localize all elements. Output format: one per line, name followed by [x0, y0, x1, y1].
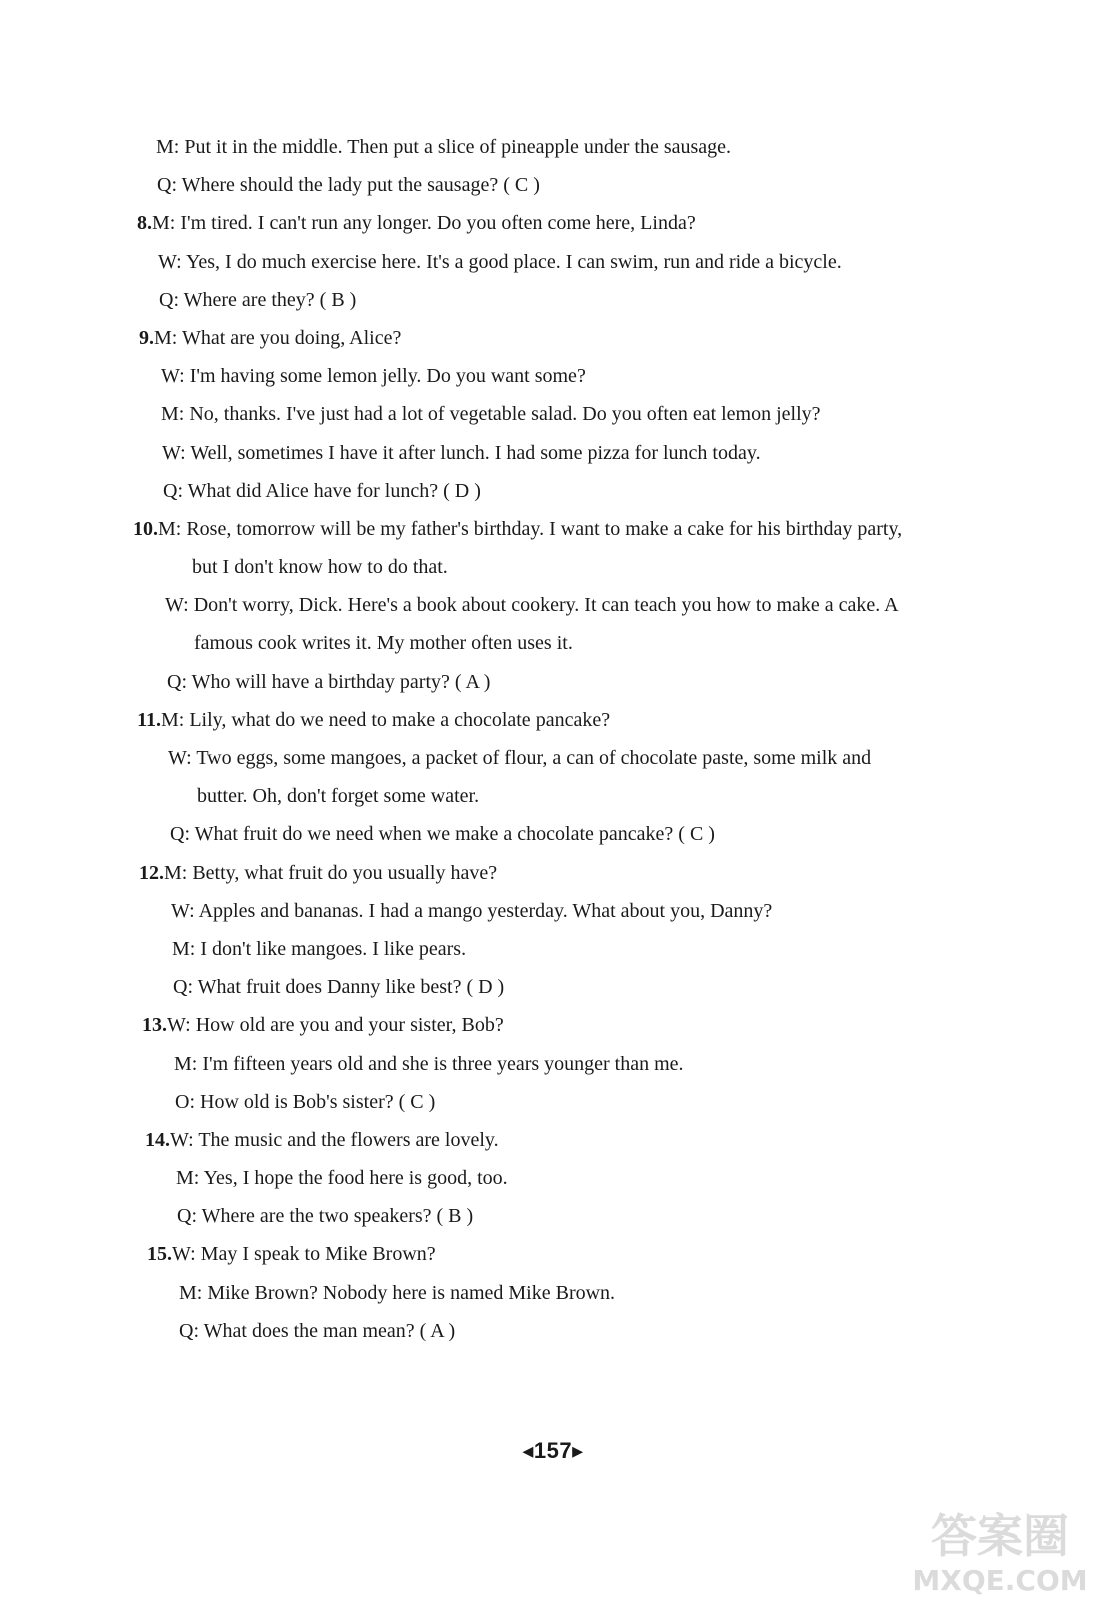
dialogue-line — [0, 586, 1106, 624]
page-number: ◂157▸ — [522, 1438, 584, 1463]
dialogue-line — [0, 1121, 1106, 1159]
dialogue-text: W: Well, sometimes I have it after lunch. I had some pizza for lunch today. — [162, 441, 761, 464]
dialogue-line — [0, 395, 1106, 433]
watermark-bottom-text: MXQE.COM — [912, 1564, 1088, 1596]
dialogue-text: Q: Who will have a birthday party? ( A ) — [167, 670, 491, 693]
dialogue-text: Q: What did Alice have for lunch? ( D ) — [163, 479, 481, 502]
dialogue-text: Q: Where are they? ( B ) — [159, 288, 357, 311]
watermark-top-text: 答案圈 — [931, 1509, 1069, 1563]
dialogue-line — [0, 892, 1106, 930]
question-number: 9. — [139, 326, 154, 349]
question-number: 14. — [145, 1128, 170, 1151]
dialogue-line — [0, 968, 1106, 1006]
dialogue-line — [0, 777, 1106, 815]
dialogue-line — [0, 739, 1106, 777]
dialogue-text: M: Mike Brown? Nobody here is named Mike Brown. — [179, 1281, 616, 1304]
question-number: 11. — [137, 708, 161, 731]
dialogue-text: W: Two eggs, some mangoes, a packet of flour, a can of chocolate paste, some milk and — [168, 747, 872, 769]
dialogue-line — [0, 281, 1106, 319]
dialogue-text: M: I'm fifteen years old and she is three years younger than me. — [174, 1052, 684, 1075]
dialogue-line — [0, 701, 1106, 739]
dialogue-line — [0, 434, 1106, 472]
dialogue-line — [0, 815, 1106, 853]
watermark-logo — [900, 1504, 1100, 1596]
dialogue-text: O: How old is Bob's sister? ( C ) — [175, 1090, 436, 1113]
dialogue-line — [0, 1006, 1106, 1044]
dialogue-line — [0, 930, 1106, 968]
dialogue-text: W: Don't worry, Dick. Here's a book about cookery. It can teach you how to make a cake. A — [165, 594, 899, 617]
dialogue-text: M: Put it in the middle. Then put a slice of pineapple under the sausage. — [156, 136, 732, 158]
dialogue-text: Q: Where should the lady put the sausage? ( C ) — [157, 174, 540, 197]
dialogue-text: M: No, thanks. I've just had a lot of vegetable salad. Do you often eat lemon jelly? — [161, 403, 821, 426]
dialogue-text: W: Apples and bananas. I had a mango yesterday. What about you, Danny? — [171, 899, 773, 922]
dialogue-line — [0, 472, 1106, 510]
dialogue-line — [0, 1197, 1106, 1235]
dialogue-text: M: Yes, I hope the food here is good, too. — [176, 1167, 508, 1190]
dialogue-line — [0, 548, 1106, 586]
dialogue-line — [0, 128, 1106, 166]
dialogue-text: W: The music and the flowers are lovely. — [170, 1128, 499, 1151]
dialogue-line — [0, 166, 1106, 204]
question-number: 15. — [147, 1243, 172, 1266]
dialogue-text: famous cook writes it. My mother often uses it. — [194, 632, 573, 655]
dialogue-line — [0, 663, 1106, 701]
dialogue-text: Q: What fruit do we need when we make a chocolate pancake? ( C ) — [170, 823, 715, 846]
dialogue-text: M: What are you doing, Alice? — [154, 326, 402, 349]
dialogue-line — [0, 854, 1106, 892]
dialogue-line — [0, 357, 1106, 395]
dialogue-text: W: May I speak to Mike Brown? — [172, 1243, 436, 1266]
dialogue-text: W: How old are you and your sister, Bob? — [167, 1014, 504, 1037]
dialogue-line — [0, 1274, 1106, 1312]
dialogue-text: Q: Where are the two speakers? ( B ) — [177, 1205, 474, 1228]
dialogue-list — [0, 128, 1106, 1350]
dialogue-text: M: Lily, what do we need to make a chocolate pancake? — [161, 708, 611, 731]
dialogue-text: M: Rose, tomorrow will be my father's birthday. I want to make a cake for his birthday party, — [158, 517, 903, 540]
question-number: 8. — [137, 212, 152, 235]
dialogue-text: M: I'm tired. I can't run any longer. Do you often come here, Linda? — [152, 212, 696, 235]
question-number: 13. — [142, 1014, 167, 1037]
dialogue-text: W: Yes, I do much exercise here. It's a good place. I can swim, run and ride a bicycle. — [158, 250, 842, 273]
dialogue-text: Q: What does the man mean? ( A ) — [179, 1319, 456, 1342]
dialogue-line — [0, 1235, 1106, 1273]
dialogue-text: Q: What fruit does Danny like best? ( D ) — [173, 976, 505, 999]
dialogue-text: M: Betty, what fruit do you usually have? — [164, 861, 498, 884]
dialogue-text: butter. Oh, don't forget some water. — [197, 785, 480, 808]
question-number: 10. — [133, 517, 158, 540]
dialogue-line — [0, 1045, 1106, 1083]
dialogue-line — [0, 1159, 1106, 1197]
dialogue-text: but I don't know how to do that. — [192, 556, 448, 579]
dialogue-line — [0, 1312, 1106, 1350]
dialogue-line — [0, 510, 1106, 548]
question-number: 12. — [139, 861, 164, 884]
dialogue-text: W: I'm having some lemon jelly. Do you want some? — [161, 365, 586, 388]
dialogue-line — [0, 204, 1106, 242]
dialogue-line — [0, 624, 1106, 662]
dialogue-text: M: I don't like mangoes. I like pears. — [172, 937, 467, 960]
dialogue-line — [0, 319, 1106, 357]
dialogue-line — [0, 243, 1106, 281]
dialogue-line — [0, 1083, 1106, 1121]
